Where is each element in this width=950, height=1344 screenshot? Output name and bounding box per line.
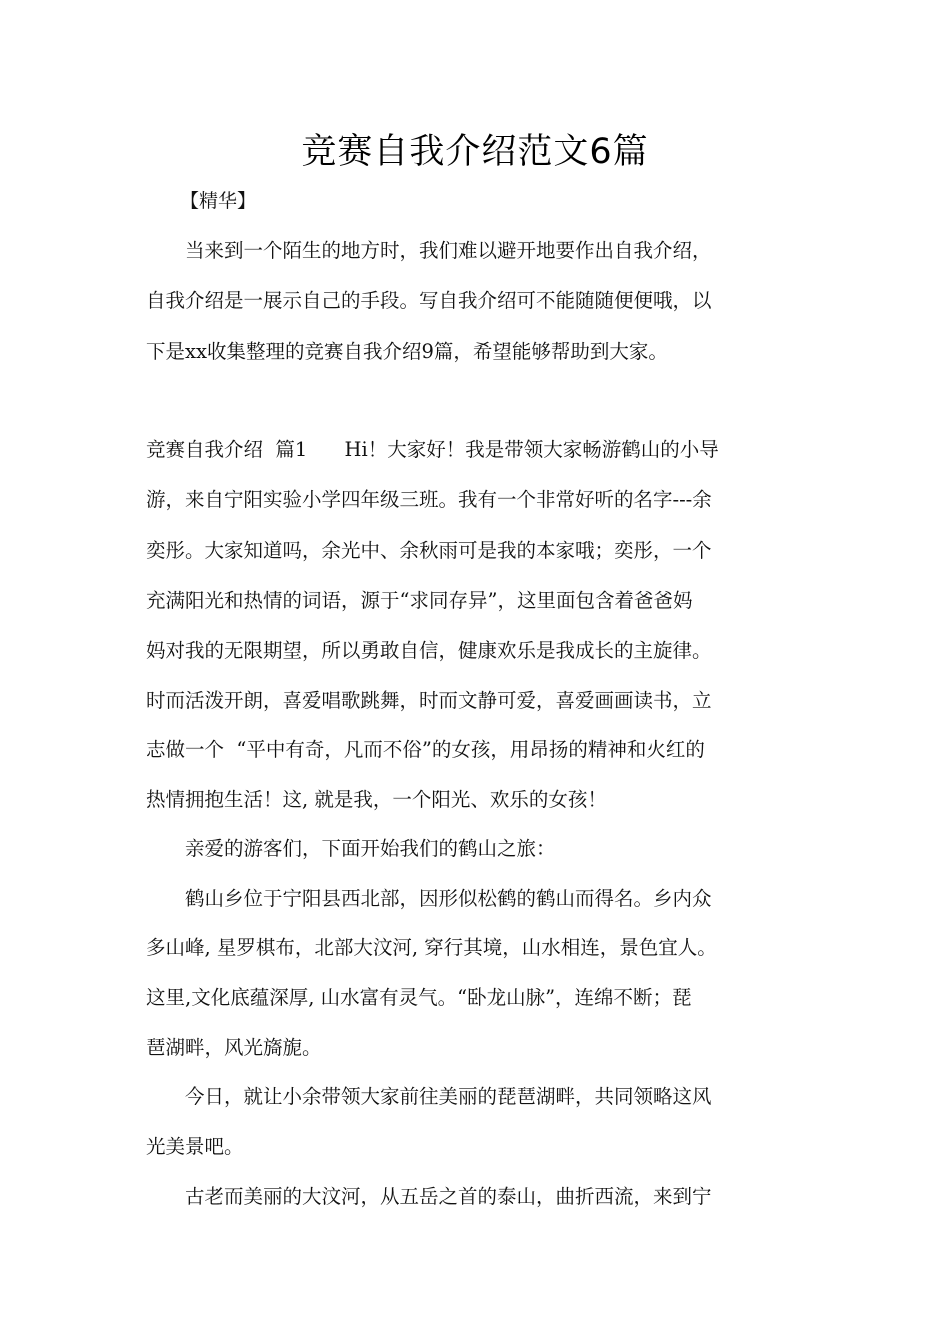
text-line: 琶湖畔，风光旖旎。 xyxy=(146,1036,322,1059)
text-line: 志做一个 “平中有奇，凡而不俗”的女孩，用昂扬的精神和火红的 xyxy=(146,738,705,761)
text-line: 自我介绍是一展示自己的手段。写自我介绍可不能随随便便哦，以 xyxy=(146,289,712,312)
text-line: 热情拥抱生活！这, 就是我，一个阳光、欢乐的女孩！ xyxy=(146,788,607,811)
text-line: 多山峰, 星罗棋布，北部大汶河, 穿行其境，山水相连，景色宜人。 xyxy=(146,936,717,959)
text-line: 竞赛自我介绍 篇1 Hi！大家好！我是带领大家畅游鹤山的小导 xyxy=(146,438,719,461)
text-line: 古老而美丽的大汶河，从五岳之首的泰山，曲折西流，来到宁 xyxy=(146,1185,712,1208)
text-line: 游，来自宁阳实验小学四年级三班。我有一个非常好听的名字---余 xyxy=(146,488,712,511)
document-title: 竞赛自我介绍范文6篇 xyxy=(301,132,649,172)
text-line: 亲爱的游客们，下面开始我们的鹤山之旅： xyxy=(146,837,556,860)
text-line: 光美景吧。 xyxy=(146,1135,244,1158)
text-line: 奕彤。大家知道吗，余光中、余秋雨可是我的本家哦；奕彤，一个 xyxy=(146,539,712,562)
text-line: 鹤山乡位于宁阳县西北部，因形似松鹤的鹤山而得名。乡内众 xyxy=(146,887,712,910)
text-line: 这里,文化底蕴深厚, 山水富有灵气。“卧龙山脉”，连绵不断；琵 xyxy=(146,986,692,1009)
text-line: 当来到一个陌生的地方时，我们难以避开地要作出自我介绍， xyxy=(146,239,712,262)
text-line: 时而活泼开朗，喜爱唱歌跳舞，时而文静可爱，喜爱画画读书，立 xyxy=(146,689,712,712)
text-line: 下是xx收集整理的竞赛自我介绍9篇，希望能够帮助到大家。 xyxy=(146,340,668,363)
text-line: 今日，就让小余带领大家前往美丽的琵琶湖畔，共同领略这风 xyxy=(146,1085,712,1108)
text-line: 妈对我的无限期望，所以勇敢自信，健康欢乐是我成长的主旋律。 xyxy=(146,639,712,662)
text-line: 充满阳光和热情的词语，源于“求同存异”，这里面包含着爸爸妈 xyxy=(146,589,693,612)
document-tag: 【精华】 xyxy=(180,190,257,212)
